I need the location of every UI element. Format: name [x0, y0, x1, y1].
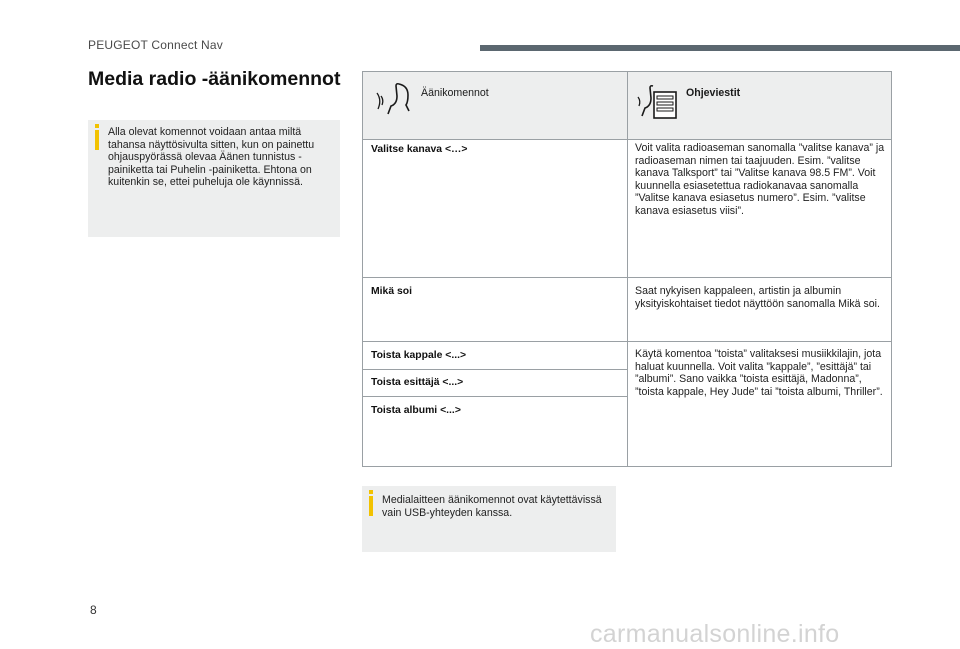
description-what-is-playing: Saat nykyisen kappaleen, artistin ja albumin yksityiskohtaiset tiedot näyttöön sanomalla Mikä soi. — [635, 285, 880, 310]
voice-commands-table — [362, 71, 892, 467]
page-number: 8 — [90, 603, 97, 617]
header-bar — [480, 45, 960, 51]
voice-command-icon — [375, 82, 411, 116]
table-header-messages — [628, 72, 891, 139]
info-icon — [369, 496, 373, 516]
page-title: Media radio -äänikomennot — [88, 68, 341, 90]
table-column-divider — [627, 72, 628, 466]
command-play-album: Toista albumi <...> — [371, 405, 461, 416]
info-box-usb-text: Medialaitteen äänikomennot ovat käytettävissä vain USB-yhteyden kanssa. — [382, 494, 602, 519]
row-divider — [363, 277, 891, 278]
info-icon — [95, 130, 99, 150]
row-divider — [363, 341, 891, 342]
table-header-commands-label: Äänikomennot — [421, 87, 489, 99]
info-box-intro-text: Alla olevat komennot voidaan antaa miltä tahansa näyttösivulta sitten, kun on painettu ohjauspyörässä olevaa Äänen tunnistus -painiketta tai Puhelin -painiketta. Ehtona on kuitenkin se, ettei puheluja ole käynnissä. — [108, 126, 315, 189]
command-play-song: Toista kappale <...> — [371, 350, 467, 361]
info-box-usb — [362, 486, 616, 552]
table-header-commands — [363, 72, 627, 139]
command-play-artist: Toista esittäjä <...> — [371, 377, 464, 388]
table-header-messages-label: Ohjeviestit — [686, 87, 741, 99]
help-message-icon — [636, 82, 680, 122]
row-divider — [363, 369, 627, 370]
document-header-title: PEUGEOT Connect Nav — [88, 38, 223, 52]
row-divider — [363, 396, 627, 397]
command-what-is-playing: Mikä soi — [371, 286, 412, 297]
description-play: Käytä komentoa ”toista” valitaksesi musiikkilajin, jota haluat kuunnella. Voit valita ”kappale”, ”esittäjä” tai ”albumi”. Sano vaikka ”toista esittäjä, Madonna”, ”toista kappale, Hey Jude” tai ”toista albumi, Thriller”. — [635, 348, 883, 398]
command-select-channel: Valitse kanava <…> — [371, 144, 468, 155]
info-box-intro — [88, 120, 340, 237]
watermark: carmanualsonline.info — [590, 620, 840, 648]
description-select-channel: Voit valita radioaseman sanomalla ”valitse kanava” ja radioaseman nimen tai taajuuden. Esim. ”valitse kanava Talksport” tai ”Valitse kanava 98.5 FM”. Voit kuunnella esiasetettua radiokanavaa sanomalla ”Valitse kanava esiasetus numero”. Esim. ”valitse kanava esiasetus viisi”. — [635, 142, 885, 217]
